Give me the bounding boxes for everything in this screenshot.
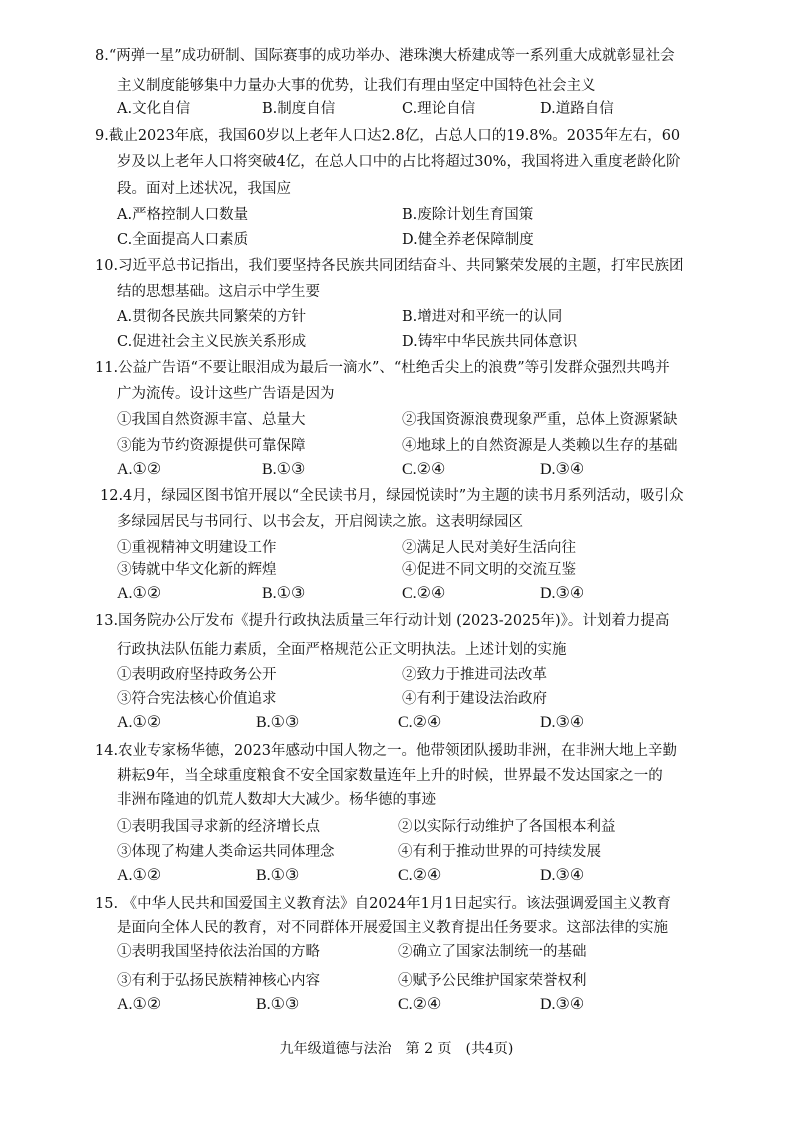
question-11-statement-3: ③能为节约资源提供可靠保障 xyxy=(117,438,306,454)
question-13-statement-2: ②致力于推进司法改革 xyxy=(402,667,547,683)
question-15-choice-b: B.①③ xyxy=(256,996,300,1013)
question-14-choice-a: A.①② xyxy=(117,867,162,884)
question-8-line-2: 主义制度能够集中力量办大事的优势，让我们有理由坚定中国特色社会主义 xyxy=(117,78,596,94)
question-8-option-a: A.文化自信 xyxy=(117,101,191,117)
question-13-choice-c: C.②④ xyxy=(398,714,442,731)
question-9-option-b: B.废除计划生育国策 xyxy=(402,207,534,223)
question-10-option-d: D.铸牢中华民族共同体意识 xyxy=(402,334,578,350)
question-8-option-d: D.道路自信 xyxy=(540,101,614,117)
question-15-statement-4: ④赋予公民维护国家荣誉权利 xyxy=(398,973,587,989)
question-15-statement-1: ①表明我国坚持依法治国的方略 xyxy=(117,944,320,960)
question-13-choice-d: D.③④ xyxy=(540,714,585,731)
question-11-choice-c: C.②④ xyxy=(402,461,446,478)
question-12-statement-2: ②满足人民对美好生活向往 xyxy=(402,540,576,556)
question-10-option-a: A.贯彻各民族共同繁荣的方针 xyxy=(117,309,307,325)
question-11-statement-4: ④地球上的自然资源是人类赖以生存的基础 xyxy=(402,438,678,454)
question-14-line-3: 非洲布隆迪的饥荒人数却大大减少。杨华德的事迹 xyxy=(117,792,436,808)
question-14-statement-2: ②以实际行动维护了各国根本利益 xyxy=(398,819,616,835)
question-14-line-1: 14.农业专家杨华德，2023年感动中国人物之一。他带领团队援助非洲，在非洲大地上辛勤 xyxy=(95,743,677,759)
question-13-statement-4: ④有利于建设法治政府 xyxy=(402,691,547,707)
question-14-statement-4: ④有利于推动世界的可持续发展 xyxy=(398,844,601,860)
question-14-statement-3: ③体现了构建人类命运共同体理念 xyxy=(117,844,335,860)
question-12-statement-1: ①重视精神文明建设工作 xyxy=(117,540,277,556)
question-11-statement-1: ①我国自然资源丰富、总量大 xyxy=(117,412,306,428)
question-12-line-2: 多绿园居民与书同行、以书会友，开启阅读之旅。这表明绿园区 xyxy=(117,514,523,530)
question-12-choice-a: A.①② xyxy=(117,585,162,602)
question-14-line-2: 耕耘9年，当全球重度粮食不安全国家数量连年上升的时候，世界最不发达国家之一的 xyxy=(117,768,663,784)
question-11-line-1: 11.公益广告语“不要让眼泪成为最后一滴水”、“杜绝舌尖上的浪费”等引发群众强烈共鸣并 xyxy=(95,360,670,376)
question-12-choice-d: D.③④ xyxy=(540,585,585,602)
question-12-statement-4: ④促进不同文明的交流互鉴 xyxy=(402,562,576,578)
question-14-choice-d: D.③④ xyxy=(540,867,585,884)
question-11-statement-2: ②我国资源浪费现象严重，总体上资源紧缺 xyxy=(402,412,678,428)
question-11-choice-b: B.①③ xyxy=(262,461,306,478)
question-11-choice-d: D.③④ xyxy=(540,461,585,478)
question-13-statement-3: ③符合宪法核心价值追求 xyxy=(117,691,277,707)
question-14-choice-b: B.①③ xyxy=(256,867,300,884)
question-11-line-2: 广为流传。设计这些广告语是因为 xyxy=(117,386,335,402)
question-13-choice-a: A.①② xyxy=(117,714,162,731)
question-13-line-2: 行政执法队伍能力素质，全面严格规范公正文明执法。上述计划的实施 xyxy=(117,642,567,658)
question-11-choice-a: A.①② xyxy=(117,461,162,478)
question-8-line-1: 8.“两弹一星”成功研制、国际赛事的成功举办、港珠澳大桥建成等一系列重大成就彰显社会 xyxy=(95,48,675,64)
question-12-choice-c: C.②④ xyxy=(402,585,446,602)
question-15-statement-2: ②确立了国家法制统一的基础 xyxy=(398,944,587,960)
question-9-option-d: D.健全养老保障制度 xyxy=(402,232,534,248)
question-8-option-c: C.理论自信 xyxy=(402,101,476,117)
question-14-statement-1: ①表明我国寻求新的经济增长点 xyxy=(117,819,320,835)
question-12-choice-b: B.①③ xyxy=(262,585,306,602)
question-15-statement-3: ③有利于弘扬民族精神核心内容 xyxy=(117,973,320,989)
question-10-line-1: 10.习近平总书记指出，我们要坚持各民族共同团结奋斗、共同繁荣发展的主题，打牢民族团 xyxy=(95,258,684,274)
question-15-choice-c: C.②④ xyxy=(398,996,442,1013)
question-15-line-1: 15. 《中华人民共和国爱国主义教育法》自2024年1月1日起实行。该法强调爱国主义教育 xyxy=(95,896,672,912)
question-15-line-2: 是面向全体人民的教育，对不同群体开展爱国主义教育提出任务要求。这部法律的实施 xyxy=(117,920,668,936)
question-9-option-c: C.全面提高人口素质 xyxy=(117,232,249,248)
question-12-statement-3: ③铸就中华文化新的辉煌 xyxy=(117,562,277,578)
question-15-choice-a: A.①② xyxy=(117,996,162,1013)
question-8-option-b: B.制度自信 xyxy=(262,101,336,117)
question-10-option-b: B.增进对和平统一的认同 xyxy=(402,309,563,325)
question-9-line-2: 岁及以上老年人口将突破4亿，在总人口中的占比将超过30%，我国将进入重度老龄化阶 xyxy=(117,154,681,170)
question-10-option-c: C.促进社会主义民族关系形成 xyxy=(117,334,307,350)
question-9-option-a: A.严格控制人口数量 xyxy=(117,207,249,223)
question-15-choice-d: D.③④ xyxy=(540,996,585,1013)
question-14-choice-c: C.②④ xyxy=(398,867,442,884)
question-9-line-1: 9.截止2023年底，我国60岁以上老年人口达2.8亿，占总人口的19.8%。2035年左右，60 xyxy=(95,128,681,144)
question-9-line-3: 段。面对上述状况，我国应 xyxy=(117,181,291,197)
question-12-line-1: 12.4月，绿园区图书馆开展以“全民读书月，绿园悦读时”为主题的读书月系列活动，吸引众 xyxy=(100,488,684,504)
page-footer: 九年级道德与法治 第 2 页 (共4页) xyxy=(279,1041,514,1057)
question-13-choice-b: B.①③ xyxy=(256,714,300,731)
question-13-statement-1: ①表明政府坚持政务公开 xyxy=(117,667,277,683)
question-13-line-1: 13.国务院办公厅发布《提升行政执法质量三年行动计划 (2023-2025年)》。计划着力提高 xyxy=(95,613,670,629)
question-10-line-2: 结的思想基础。这启示中学生要 xyxy=(117,284,320,300)
